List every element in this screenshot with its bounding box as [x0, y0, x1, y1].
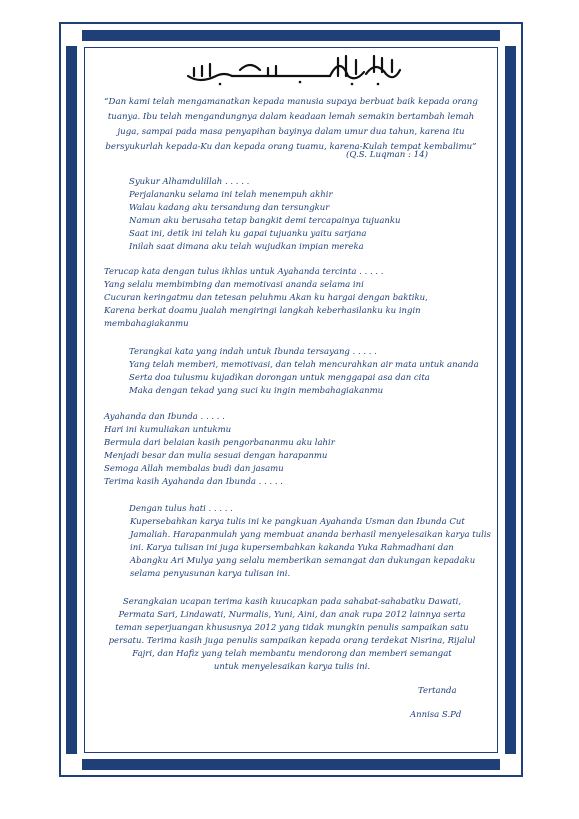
poem-line: Saat ini, detik ini telah ku gapai tujuanku yaitu sarjana [129, 229, 367, 239]
poem-stanza-4 [104, 411, 335, 489]
poem-line: Hari ini kumuliakan untukmu [104, 425, 232, 435]
signature-name: Annisa S.Pd [410, 710, 462, 720]
poem-line: Ayahanda dan Ibunda . . . . . [104, 412, 225, 422]
poem-line: Inilah saat dimana aku telah wujudkan impian mereka [129, 242, 364, 252]
poem-line: Karena berkat doamu jualah mengiringi langkah keberhasilanku ku ingin [104, 306, 421, 316]
poem-line: Yang telah memberi, memotivasi, dan telah mencurahkan air mata untuk ananda [129, 360, 479, 370]
thanks-line: untuk menyelesaikan karya tulis ini. [213, 662, 371, 672]
thanks-line: persatu. Terima kasih juga penulis sampaikan kepada orang terdekat Nisrina, Rijalul [108, 636, 476, 646]
poem-line: Terucap kata dengan tulus ikhlas untuk Ayahanda tercinta . . . . . [104, 267, 384, 277]
poem-line: Cucuran keringatmu dan tetesan peluhmu Akan ku hargai dengan baktiku, [104, 293, 428, 303]
poem-line: Menjadi besar dan mulia sesuai dengan harapanmu [104, 451, 328, 461]
border-corner-notch [500, 30, 516, 46]
poem-line: Namun aku berusaha tetap bangkit demi tercapainya tujuanku [129, 216, 401, 226]
poem-stanza-3 [129, 346, 479, 398]
dedication-paragraph [129, 503, 491, 581]
quote-source: (Q.S. Luqman : 14) [346, 150, 428, 160]
dedication-line: Kupersebahkan karya tulis ini ke pangkuan Ayahanda Usman dan Ibunda Cut [130, 517, 465, 527]
signature-label: Tertanda [418, 686, 457, 696]
border-corner-notch [500, 754, 516, 770]
thanks-line: Permata Sari, Lindawati, Nurmalis, Yuni, Aini, dan anak rupa 2012 lainnya serta [118, 610, 466, 620]
thanks-paragraph [88, 596, 496, 674]
dedication-line: Jamaliah. Harapanmulah yang membuat ananda berhasil menyelesaikan karya tulis [130, 530, 491, 540]
poem-stanza-1 [129, 176, 401, 254]
thanks-line: Fajri, dan Hafiz yang telah membantu mendorong dan memberi semangat [132, 649, 452, 659]
thanks-line: teman seperjuangan khususnya 2012 yang tidak mungkin penulis sampaikan satu [115, 623, 469, 633]
dedication-line: Abangku Ari Mulya yang selalu memberikan semangat dan dukungan kepadaku [130, 556, 476, 566]
dedication-line: ini. Karya tulisan ini juga kupersembahkan kakanda Yuka Rahmadhani dan [130, 543, 454, 553]
poem-line: Bermula dari belaian kasih pengorbananmu aku lahir [104, 438, 335, 448]
poem-line: Yang selalu membimbing dan memotivasi ananda selama ini [104, 280, 364, 290]
poem-line: Syukur Alhamdulillah . . . . . [129, 177, 250, 187]
poem-line: Perjalananku selama ini telah menempuh akhir [129, 190, 333, 200]
poem-line: Terangkai kata yang indah untuk Ibunda tersayang . . . . . [129, 347, 377, 357]
dedication-line: selama penyusunan karya tulisan ini. [130, 569, 291, 579]
poem-line: membahagiakanmu [104, 319, 189, 329]
border-corner-notch [66, 30, 82, 46]
poem-line: Walau kadang aku tersandung dan tersungkur [129, 203, 330, 213]
poem-line: Semoga Allah membalas budi dan jasamu [104, 464, 284, 474]
poem-line: Serta doa tulusmu kujadikan dorongan untuk menggapai asa dan cita [129, 373, 430, 383]
basmala-calligraphy-image [180, 50, 405, 88]
border-corner-notch [66, 754, 82, 770]
quran-quote: “Dan kami telah mengamanatkan kepada manusia supaya berbuat baik kepada orang tuanya. Ibu telah mengandungnya dalam keadaan lemah semakin bertambah lemah juga, sampai pada masa penyapihan bayinya dalam umur dua tahun, karena itu bersyukurlah kepada-Ku dan kepada orang tuamu, karena-Kulah tempat kembalimu” [104, 97, 478, 152]
poem-line: Maka dengan tekad yang suci ku ingin membahagiakanmu [129, 386, 384, 396]
thanks-line: Serangkaian ucapan terima kasih kuucapkan pada sahabat-sahabatku Dawati, [122, 597, 462, 607]
poem-line: Terima kasih Ayahanda dan Ibunda . . . . . [104, 477, 283, 487]
poem-stanza-2 [104, 266, 428, 331]
dedication-line: Dengan tulus hati . . . . . [129, 504, 233, 514]
